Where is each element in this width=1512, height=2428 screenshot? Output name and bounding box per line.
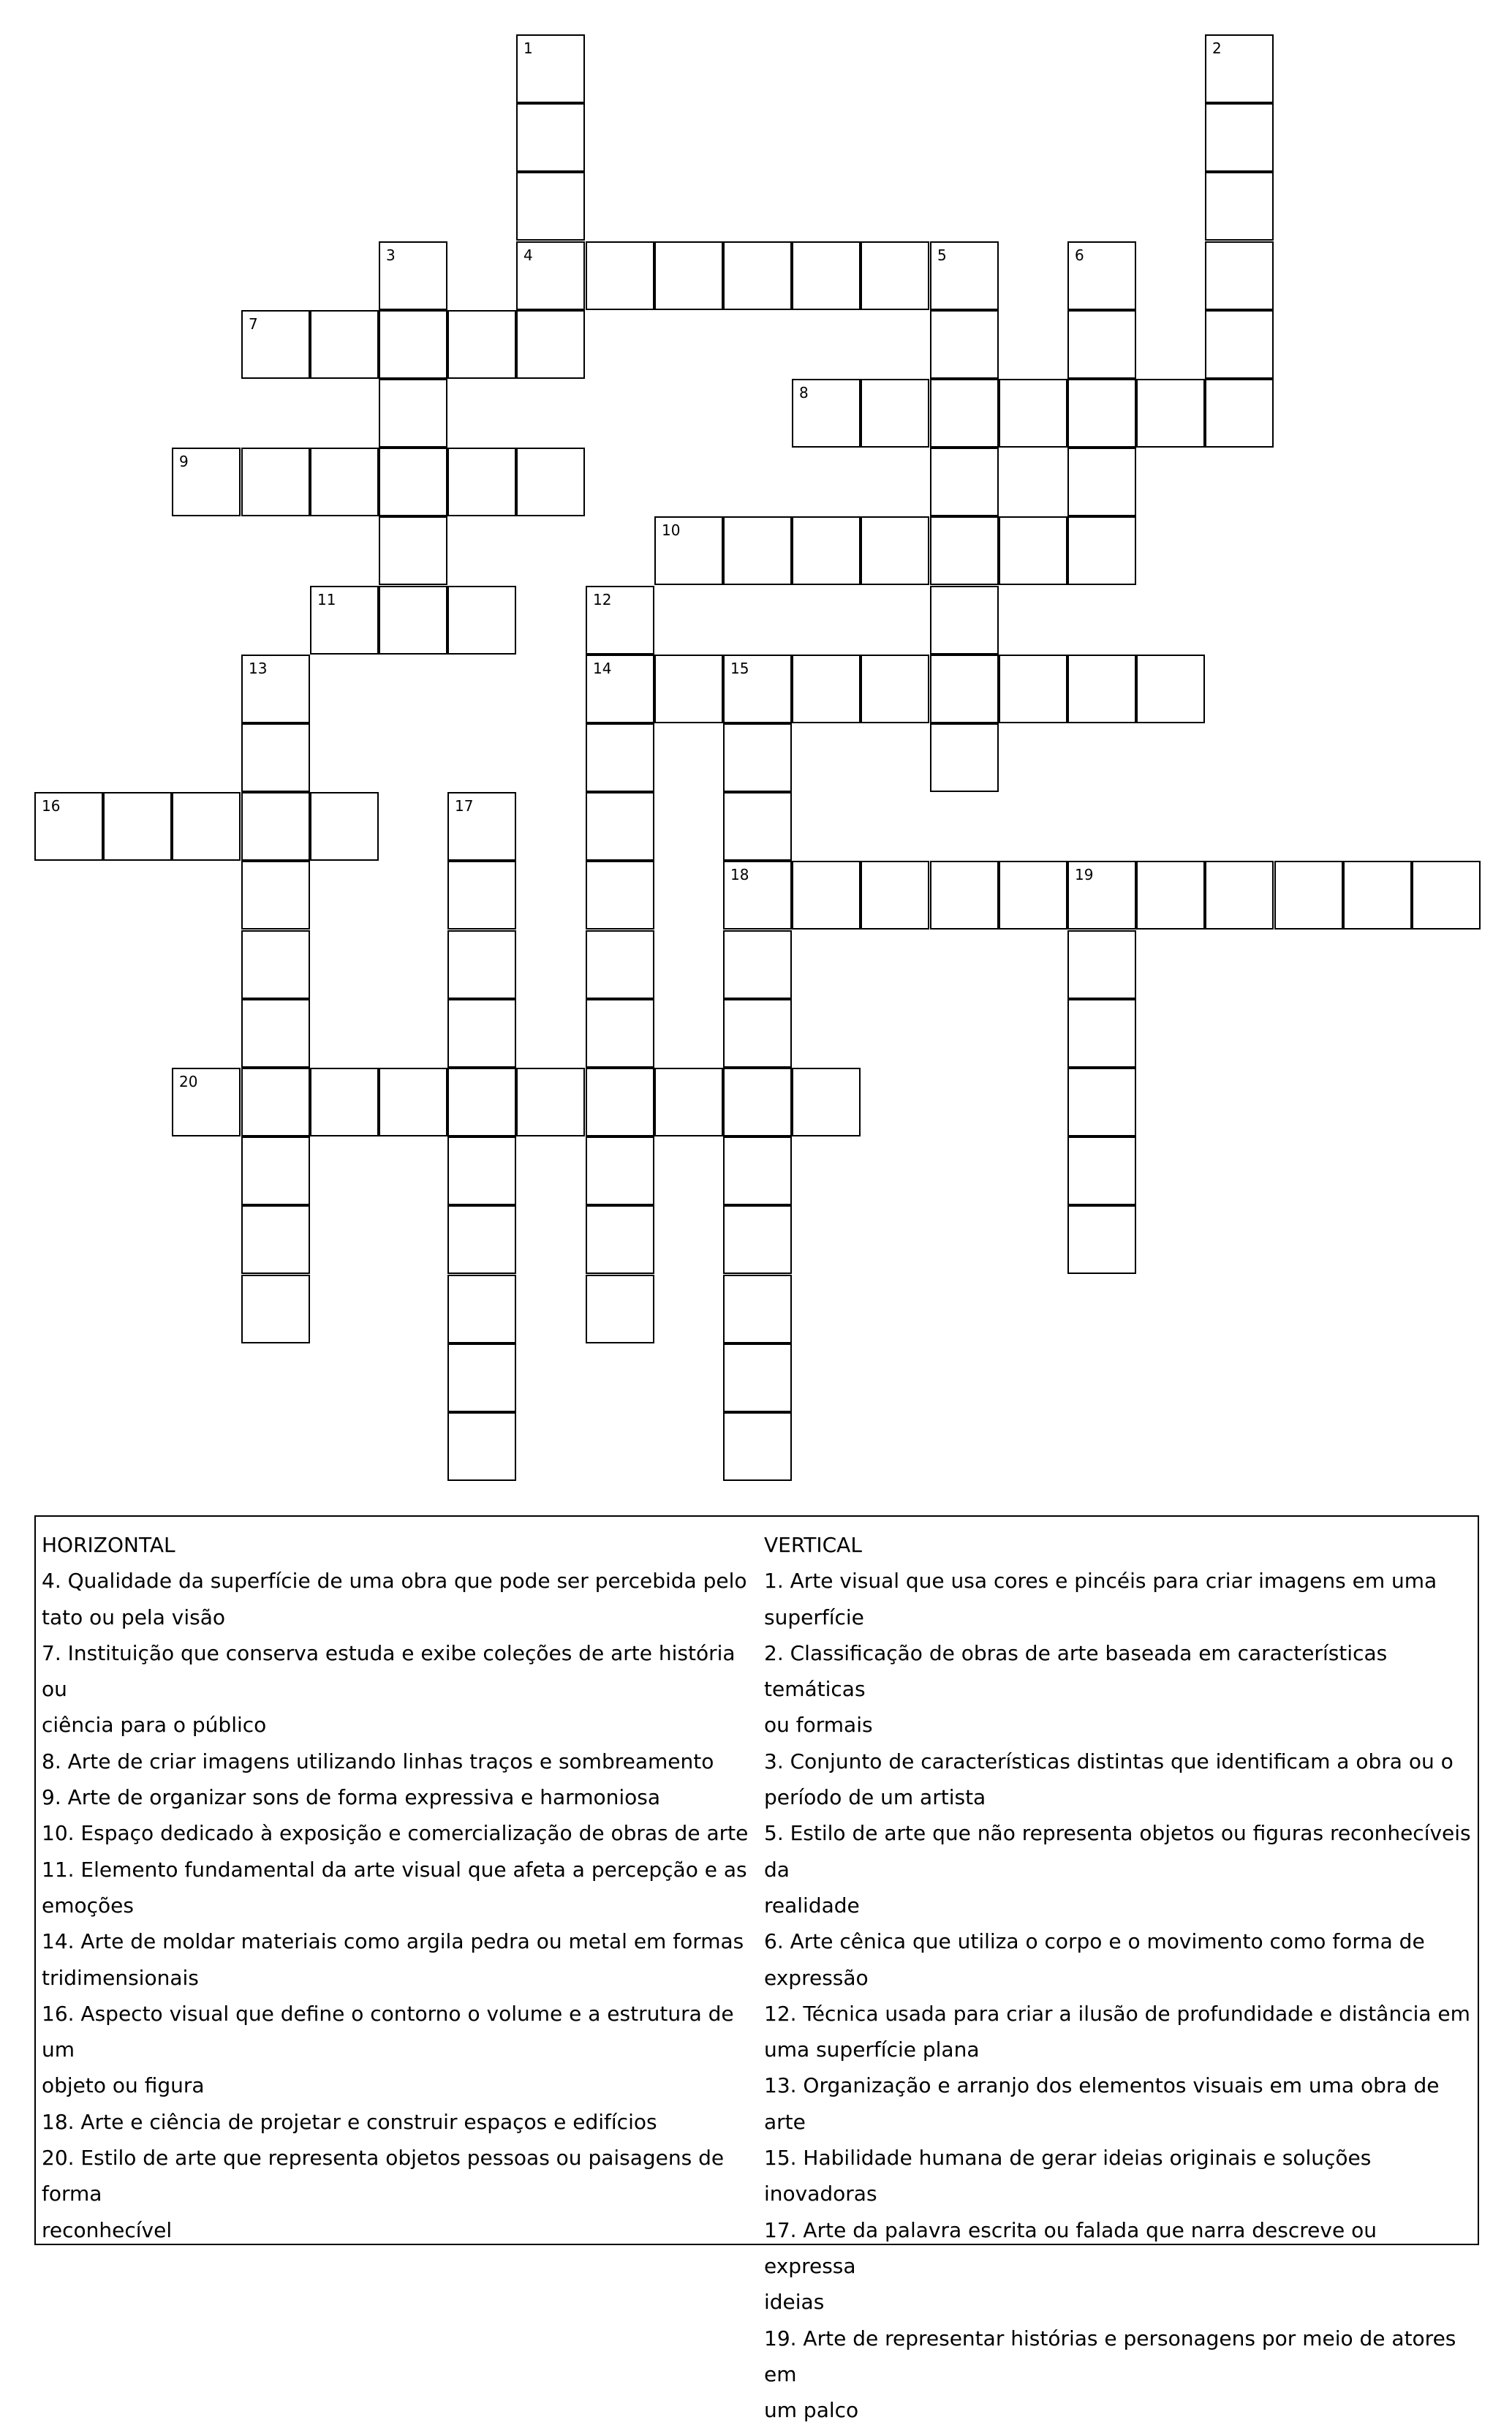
clue-number: 11 (317, 591, 336, 608)
vertical-clue-line: 15. Habilidade humana de gerar ideias originais e soluções inovadoras (764, 2146, 1372, 2206)
grid-cell[interactable] (447, 448, 516, 516)
grid-cell[interactable] (723, 1068, 792, 1136)
grid-cell[interactable] (1205, 310, 1274, 379)
clue-number: 6 (1075, 246, 1084, 264)
horizontal-clues (42, 1527, 762, 2248)
grid-cell[interactable] (310, 792, 379, 861)
grid-cell[interactable] (723, 1205, 792, 1274)
grid-cell[interactable] (310, 586, 379, 655)
grid-cell[interactable] (241, 999, 310, 1068)
grid-cell[interactable] (999, 379, 1067, 448)
grid-cell[interactable] (447, 1136, 516, 1205)
vertical-clue-line: 6. Arte cênica que utiliza o corpo e o movimento como forma de (764, 1929, 1425, 1954)
grid-cell[interactable] (861, 516, 929, 585)
clue-box (34, 1515, 1479, 2423)
clue-number: 12 (593, 591, 612, 608)
grid-cell[interactable] (379, 241, 447, 310)
grid-cell[interactable] (1067, 999, 1136, 1068)
grid-cell[interactable] (241, 448, 310, 516)
vertical-heading: VERTICAL (764, 1533, 862, 1557)
grid-cell[interactable] (1412, 861, 1481, 930)
grid-cell[interactable] (654, 1068, 723, 1136)
grid-cell[interactable] (1136, 379, 1205, 448)
grid-cell[interactable] (1067, 1136, 1136, 1205)
grid-cell[interactable] (930, 241, 999, 310)
vertical-clues (764, 1527, 1473, 2428)
clue-number: 20 (179, 1073, 198, 1090)
grid-cell[interactable] (586, 1205, 654, 1274)
grid-cell[interactable] (586, 999, 654, 1068)
grid-cell[interactable] (1067, 448, 1136, 516)
horizontal-clue-line: 9. Arte de organizar sons de forma expressiva e harmoniosa (42, 1785, 661, 1810)
horizontal-clue-line: 10. Espaço dedicado à exposição e comercialização de obras de arte (42, 1821, 749, 1846)
clue-number: 4 (523, 246, 533, 264)
vertical-clue-line: 2. Classificação de obras de arte baseada em características temáticas (764, 1640, 1388, 1702)
grid-cell[interactable] (930, 310, 999, 379)
horizontal-clue-line: 20. Estilo de arte que representa objetos pessoas ou paisagens de forma (42, 2146, 725, 2206)
grid-cell[interactable] (447, 792, 516, 861)
grid-cell[interactable] (447, 310, 516, 379)
grid-cell[interactable] (723, 792, 792, 861)
grid-cell[interactable] (1067, 930, 1136, 999)
grid-cell[interactable] (723, 655, 792, 723)
grid-cell[interactable] (723, 861, 792, 930)
horizontal-heading: HORIZONTAL (42, 1533, 175, 1557)
clue-number: 17 (455, 797, 474, 815)
grid-cell[interactable] (723, 999, 792, 1068)
grid-cell[interactable] (1274, 861, 1343, 930)
clue-number: 15 (730, 660, 749, 677)
grid-cell[interactable] (586, 792, 654, 861)
grid-cell[interactable] (654, 655, 723, 723)
grid-cell[interactable] (310, 310, 379, 379)
grid-cell[interactable] (1067, 861, 1136, 930)
grid-cell[interactable] (723, 516, 792, 585)
grid-cell[interactable] (447, 1068, 516, 1136)
grid-cell[interactable] (792, 379, 861, 448)
grid-cell[interactable] (1067, 516, 1136, 585)
clue-number: 14 (593, 660, 612, 677)
clue-number: 18 (730, 866, 749, 883)
grid-cell[interactable] (516, 448, 585, 516)
horizontal-clue-line: 11. Elemento fundamental da arte visual que afeta a percepção e as (42, 1857, 747, 1882)
grid-cell[interactable] (723, 1136, 792, 1205)
vertical-clue-line: um palco (764, 2398, 859, 2423)
grid-cell[interactable] (447, 586, 516, 655)
grid-cell[interactable] (723, 1343, 792, 1412)
grid-cell[interactable] (241, 310, 310, 379)
clue-number: 16 (42, 797, 61, 815)
vertical-clue-line: superfície (764, 1605, 864, 1629)
clue-number: 1 (523, 39, 533, 57)
grid-cell[interactable] (310, 448, 379, 516)
grid-cell[interactable] (516, 241, 585, 310)
grid-cell[interactable] (447, 930, 516, 999)
grid-cell[interactable] (241, 930, 310, 999)
horizontal-clue-line: 4. Qualidade da superfície de uma obra que pode ser percebida pelo (42, 1569, 747, 1594)
vertical-clue-line: ideias (764, 2290, 825, 2315)
grid-cell[interactable] (172, 792, 241, 861)
grid-cell[interactable] (516, 1068, 585, 1136)
grid-cell[interactable] (586, 861, 654, 930)
grid-cell[interactable] (930, 586, 999, 655)
grid-cell[interactable] (586, 1068, 654, 1136)
grid-cell[interactable] (241, 655, 310, 723)
clue-number: 10 (662, 521, 681, 539)
grid-cell[interactable] (723, 1275, 792, 1343)
grid-cell[interactable] (1136, 655, 1205, 723)
horizontal-clue-line: 7. Instituição que conserva estuda e exibe coleções de arte história ou (42, 1640, 736, 1702)
vertical-clue-line: 13. Organização e arranjo dos elementos visuais em uma obra de arte (764, 2073, 1440, 2134)
grid-cell[interactable] (586, 1136, 654, 1205)
horizontal-clue-line: 8. Arte de criar imagens utilizando linhas traços e sombreamento (42, 1749, 714, 1773)
grid-cell[interactable] (586, 655, 654, 723)
horizontal-clue-line: reconhecível (42, 2217, 173, 2242)
horizontal-clue-line: 14. Arte de moldar materiais como argila pedra ou metal em formas (42, 1929, 744, 1954)
grid-cell[interactable] (792, 655, 861, 723)
grid-cell[interactable] (172, 1068, 241, 1136)
clue-number: 13 (249, 660, 268, 677)
grid-cell[interactable] (1067, 241, 1136, 310)
vertical-clue-line: 5. Estilo de arte que não representa objetos ou figuras reconhecíveis da (764, 1821, 1471, 1882)
grid-cell[interactable] (792, 241, 861, 310)
clue-number: 9 (179, 453, 189, 470)
grid-cell[interactable] (241, 1068, 310, 1136)
grid-cell[interactable] (792, 861, 861, 930)
grid-cell[interactable] (1205, 172, 1274, 241)
vertical-clue-line: 19. Arte de representar histórias e personagens por meio de atores em (764, 2326, 1456, 2386)
grid-cell[interactable] (1205, 103, 1274, 172)
grid-cell[interactable] (516, 34, 585, 103)
clue-number: 7 (249, 315, 258, 333)
vertical-clue-line: 3. Conjunto de características distintas que identificam a obra ou o (764, 1749, 1454, 1773)
horizontal-clue-line: tridimensionais (42, 1965, 199, 1990)
grid-cell[interactable] (34, 792, 103, 861)
grid-cell[interactable] (379, 310, 447, 379)
grid-cell[interactable] (379, 448, 447, 516)
grid-cell[interactable] (241, 723, 310, 792)
grid-cell[interactable] (379, 379, 447, 448)
grid-cell[interactable] (586, 586, 654, 655)
grid-cell[interactable] (447, 999, 516, 1068)
vertical-clue-line: 17. Arte da palavra escrita ou falada que narra descreve ou expressa (764, 2217, 1377, 2278)
horizontal-clue-line: ciência para o público (42, 1713, 267, 1738)
grid-cell[interactable] (1205, 241, 1274, 310)
grid-cell[interactable] (1067, 655, 1136, 723)
grid-cell[interactable] (861, 241, 929, 310)
grid-cell[interactable] (586, 241, 654, 310)
grid-cell[interactable] (861, 379, 929, 448)
vertical-clue-line: 12. Técnica usada para criar a ilusão de profundidade e distância em (764, 2001, 1470, 2026)
grid-cell[interactable] (241, 792, 310, 861)
clue-number: 3 (386, 246, 396, 264)
grid-cell[interactable] (516, 103, 585, 172)
vertical-clue-line: expressão (764, 1965, 869, 1990)
grid-cell[interactable] (103, 792, 172, 861)
grid-cell[interactable] (792, 516, 861, 585)
grid-cell[interactable] (861, 861, 929, 930)
grid-cell[interactable] (792, 1068, 861, 1136)
grid-cell[interactable] (447, 1343, 516, 1412)
grid-cell[interactable] (930, 516, 999, 585)
grid-cell[interactable] (310, 1068, 379, 1136)
vertical-clue-line: período de um artista (764, 1785, 986, 1810)
grid-cell[interactable] (723, 1412, 792, 1481)
grid-cell[interactable] (930, 655, 999, 723)
horizontal-clue-line: objeto ou figura (42, 2073, 205, 2098)
grid-cell[interactable] (447, 1412, 516, 1481)
grid-cell[interactable] (1067, 1205, 1136, 1274)
grid-cell[interactable] (516, 310, 585, 379)
clue-number: 19 (1075, 866, 1094, 883)
clue-number: 2 (1212, 39, 1222, 57)
grid-cell[interactable] (999, 516, 1067, 585)
grid-cell[interactable] (241, 861, 310, 930)
grid-cell[interactable] (172, 448, 241, 516)
grid-cell[interactable] (586, 723, 654, 792)
grid-cell[interactable] (1136, 861, 1205, 930)
grid-cell[interactable] (241, 1136, 310, 1205)
grid-cell[interactable] (241, 1275, 310, 1343)
horizontal-clue-line: 18. Arte e ciência de projetar e construir espaços e edifícios (42, 2109, 657, 2134)
grid-cell[interactable] (379, 516, 447, 585)
horizontal-clue-line: 16. Aspecto visual que define o contorno o volume e a estrutura de um (42, 2001, 734, 2062)
grid-cell[interactable] (930, 723, 999, 792)
grid-cell[interactable] (586, 930, 654, 999)
grid-cell[interactable] (447, 861, 516, 930)
grid-cell[interactable] (999, 655, 1067, 723)
grid-cell[interactable] (930, 861, 999, 930)
grid-cell[interactable] (1343, 861, 1412, 930)
grid-cell[interactable] (930, 379, 999, 448)
horizontal-clue-line: tato ou pela visão (42, 1605, 225, 1629)
vertical-clue-line: 1. Arte visual que usa cores e pincéis para criar imagens em uma (764, 1569, 1437, 1594)
grid-cell[interactable] (723, 241, 792, 310)
grid-cell[interactable] (516, 172, 585, 241)
grid-cell[interactable] (1205, 34, 1274, 103)
grid-cell[interactable] (723, 930, 792, 999)
grid-cell[interactable] (1205, 379, 1274, 448)
grid-cell[interactable] (379, 1068, 447, 1136)
vertical-clue-line: realidade (764, 1893, 860, 1918)
grid-cell[interactable] (1067, 379, 1136, 448)
grid-cell[interactable] (241, 1205, 310, 1274)
grid-cell[interactable] (723, 723, 792, 792)
grid-cell[interactable] (999, 861, 1067, 930)
grid-cell[interactable] (654, 516, 723, 585)
vertical-clue-line: uma superfície plana (764, 2037, 980, 2062)
grid-cell[interactable] (586, 1275, 654, 1343)
grid-cell[interactable] (1067, 310, 1136, 379)
grid-cell[interactable] (447, 1275, 516, 1343)
grid-cell[interactable] (379, 586, 447, 655)
horizontal-clue-line: emoções (42, 1893, 134, 1918)
clue-number: 5 (937, 246, 947, 264)
grid-cell[interactable] (447, 1205, 516, 1274)
clue-number: 8 (799, 384, 809, 401)
grid-cell[interactable] (861, 655, 929, 723)
grid-cell[interactable] (1067, 1068, 1136, 1136)
vertical-clue-line: ou formais (764, 1713, 873, 1738)
grid-cell[interactable] (930, 448, 999, 516)
grid-cell[interactable] (1205, 861, 1274, 930)
grid-cell[interactable] (654, 241, 723, 310)
